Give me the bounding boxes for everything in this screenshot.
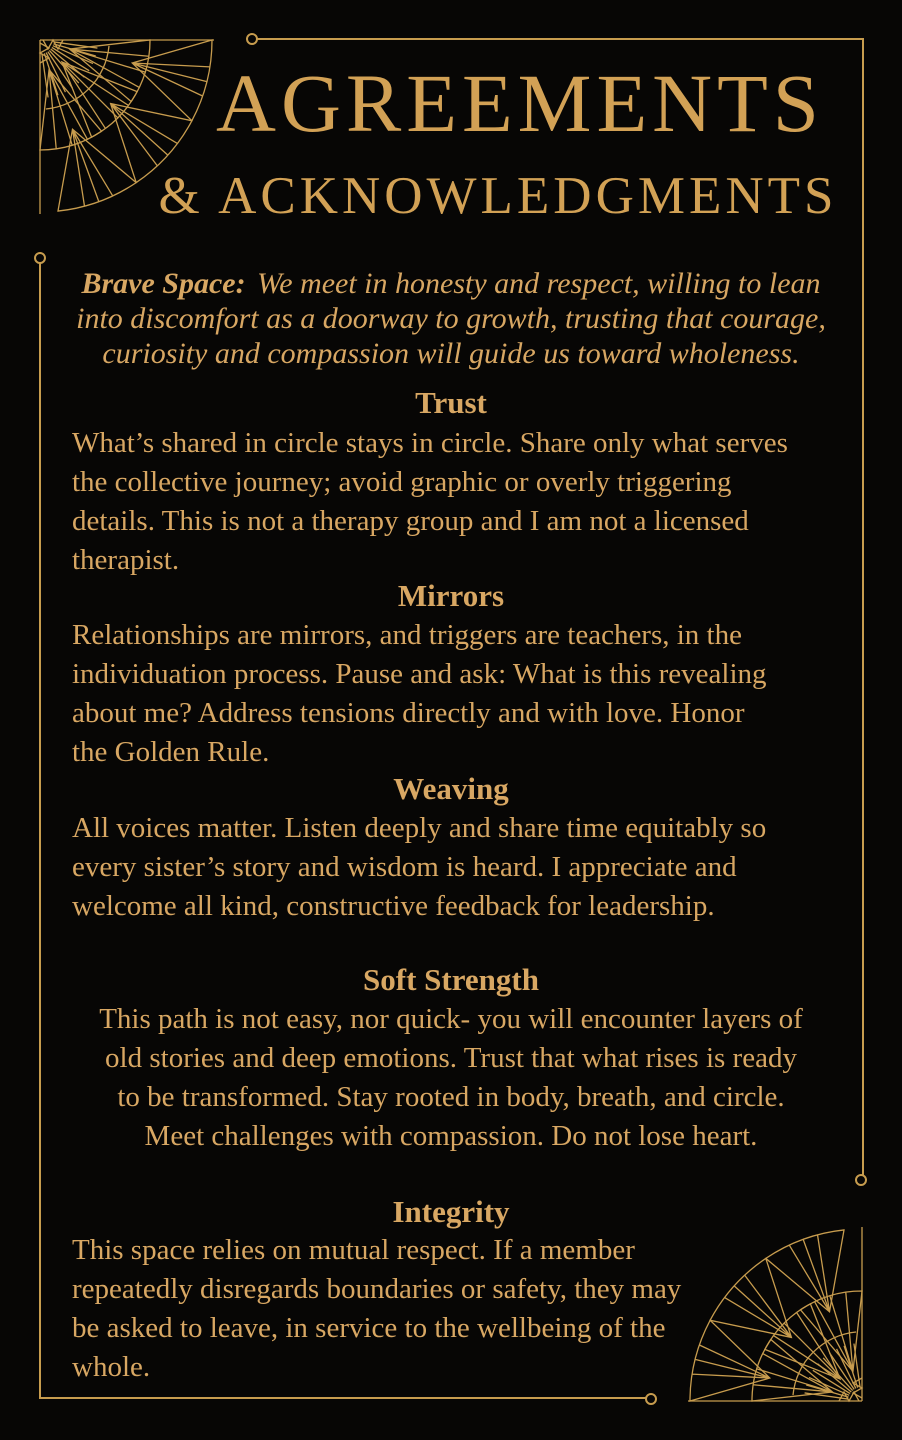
text-line: every sister’s story and wisdom is heard. I appreciate and	[72, 851, 737, 883]
frame-border-top	[257, 38, 864, 40]
section-body-weaving	[72, 809, 862, 926]
frame-circle-left	[34, 252, 46, 264]
text-line: the Golden Rule.	[72, 736, 270, 768]
section-body-trust	[72, 424, 862, 580]
intro-line	[50, 266, 852, 301]
text-line: All voices matter. Listen deeply and share time equitably so	[72, 812, 767, 844]
section-title-soft-strength: Soft Strength	[363, 962, 539, 997]
intro-line: curiosity and compassion will guide us toward wholeness.	[102, 337, 800, 370]
section-title-weaving: Weaving	[393, 771, 509, 806]
text-line: repeatedly disregards boundaries or safety, they may	[72, 1273, 682, 1305]
text-line: to be transformed. Stay rooted in body, breath, and circle.	[117, 1081, 785, 1113]
text-line: What’s shared in circle stays in circle. Share only what serves	[72, 427, 788, 459]
text-line: This path is not easy, nor quick- you will encounter layers of	[99, 1003, 803, 1035]
text-line: old stories and deep emotions. Trust that what rises is ready	[105, 1042, 797, 1074]
text-line: details. This is not a therapy group and I am not a licensed	[72, 505, 749, 537]
page-title-line1: AGREEMENTS	[216, 57, 824, 149]
text-line: Relationships are mirrors, and triggers are teachers, in the	[72, 619, 742, 651]
section-title-trust: Trust	[415, 385, 487, 420]
section-body-integrity	[72, 1231, 862, 1387]
section-title-integrity: Integrity	[392, 1194, 510, 1229]
text-line: be asked to leave, in service to the wellbeing of the	[72, 1312, 666, 1344]
text-line: whole.	[72, 1351, 151, 1383]
intro-line: into discomfort as a doorway to growth, trusting that courage,	[76, 302, 826, 335]
text-line: therapist.	[72, 544, 180, 576]
section-title-mirrors: Mirrors	[397, 578, 505, 613]
frame-circle-bottom	[645, 1393, 657, 1405]
frame-circle-top	[246, 33, 258, 45]
brave-space-label: Brave Space:	[81, 267, 246, 300]
page-title-line2: & ACKNOWLEDGMENTS	[158, 167, 838, 225]
section-body-soft-strength	[40, 1000, 862, 1156]
frame-border-bottom	[40, 1397, 646, 1399]
frame-circle-right	[855, 1174, 867, 1186]
text-line: This space relies on mutual respect. If a member	[72, 1234, 635, 1266]
text-line: about me? Address tensions directly and with love. Honor	[72, 697, 745, 729]
text-line: Meet challenges with compassion. Do not lose heart.	[144, 1120, 758, 1152]
text-line: welcome all kind, constructive feedback for leadership.	[72, 890, 715, 922]
text-line: individuation process. Pause and ask: What is this revealing	[72, 658, 767, 690]
brave-space-intro	[50, 266, 852, 371]
text-line: the collective journey; avoid graphic or overly triggering	[72, 466, 732, 498]
intro-text: We meet in honesty and respect, willing to lean	[257, 267, 821, 300]
section-body-mirrors	[72, 616, 862, 772]
